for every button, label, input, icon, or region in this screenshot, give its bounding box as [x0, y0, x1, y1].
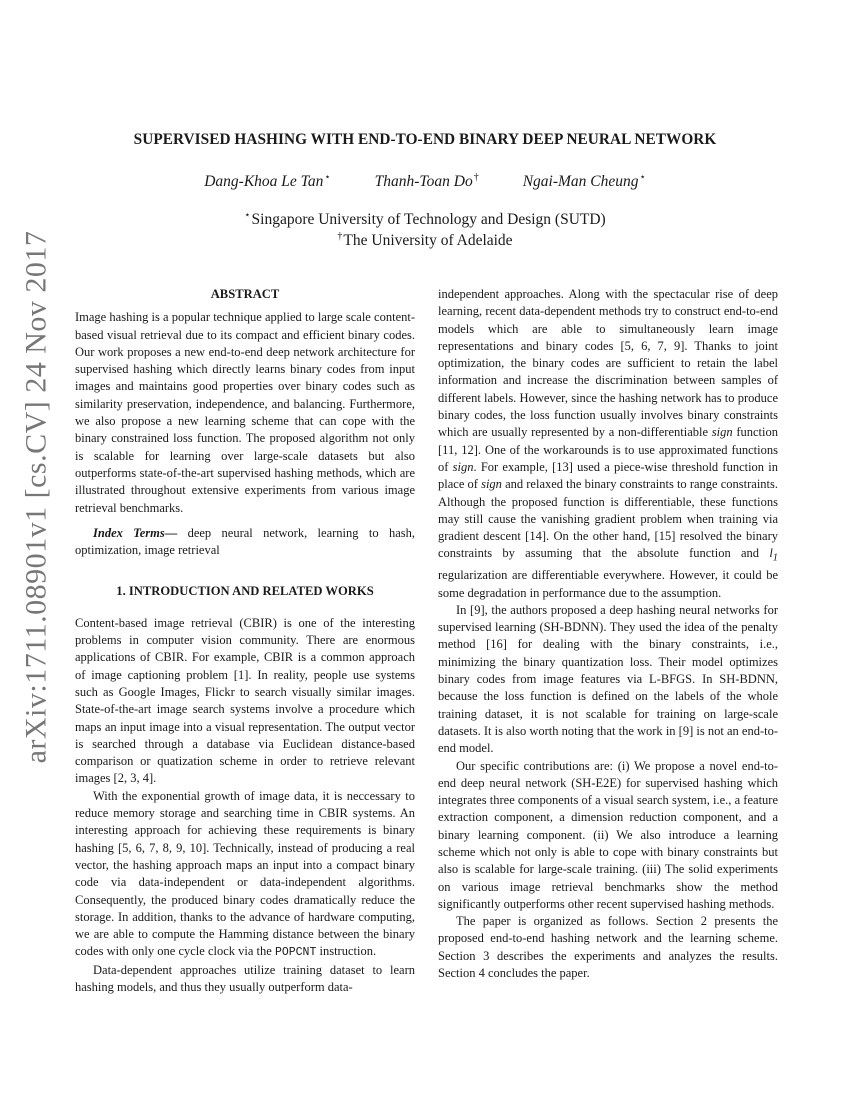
- paper-title: SUPERVISED HASHING WITH END-TO-END BINARY DEEP NEURAL NETWORK: [133, 131, 717, 148]
- intro-paragraph-2: [75, 788, 415, 962]
- right-p1-text-b: function [11, 12]. One of the workarounds is to use approximated functions of: [438, 425, 778, 474]
- intro-heading: 1. INTRODUCTION AND RELATED WORKS: [116, 584, 374, 599]
- author-1: [204, 172, 330, 191]
- l1-math: [769, 546, 778, 564]
- right-p1-text-a: independent approaches. Along with the spectacular rise of deep learning, recent data-dependent methods try to construct end-to-end models which are able to simultaneously learn image representations and binary codes [5, 6, 7, 9]. Thanks to joint optimization, the binary codes are sufficient to retain the label information and increase the discrimination between samples of different labels. However, since the hashing network has to produce binary codes, the loss function usually involves binary constraints which are usually represented by a non-differentiable: [438, 287, 778, 440]
- affiliation-1-text: Singapore University of Technology and Design (SUTD): [251, 211, 606, 228]
- author-3: [523, 172, 646, 191]
- right-column: [438, 286, 778, 982]
- index-terms: [75, 525, 415, 560]
- right-p1-text-d: and relaxed the binary constraints to range constraints. Although the proposed function is differentiable, these functions may still cause the vanishing gradient problem when training via gradient descent [14]. On the other hand, [15] resolved the binary constraints by assuming that the absolute function and: [438, 477, 779, 561]
- author-2: [375, 172, 479, 191]
- right-paragraph-4: The paper is organized as follows. Section 2 presents the proposed end-to-end hashing network and the learning scheme. Section 3 describes the experiments and analyzes the results. Section 4 concludes the paper.: [438, 914, 778, 981]
- author-1-mark: ⋆: [324, 172, 331, 183]
- author-3-name: Ngai-Man Cheung: [522, 173, 639, 190]
- affiliation-2-text: The University of Adelaide: [343, 232, 513, 249]
- intro-paragraph-2-text-a: With the exponential growth of image data, it is neccessary to reduce memory storage and searching time in CBIR systems. An interesting approach for achieving these requirements is binary hashing [5, 6, 7, 8, 9, 10]. Technically, instead of producing a real vector, the hashing approach maps an input into a compact binary code via data-independent or data-independent algorithms. Consequently, the produced binary codes dramatically reduce the storage. In addition, thanks to the advance of hardware computing, we are able to compute the Hamming distance between the binary codes with only one cycle clock via the: [75, 788, 415, 959]
- right-p1-text-c: . For example, [13] used a piece-wise threshold function in place of: [438, 459, 778, 492]
- affiliation-2: [75, 231, 775, 250]
- l1-subscript: 1: [772, 552, 778, 564]
- popcnt-code: POPCNT: [274, 946, 317, 960]
- index-terms-label: Index Terms—: [93, 525, 178, 540]
- right-paragraph-1: [438, 286, 778, 602]
- intro-paragraph-1: Content-based image retrieval (CBIR) is one of the interesting problems in computer vision community. There are enormous applications of CBIR. For example, CBIR is a common approach of image captioning problem [1]. In reality, people use systems such as Google Images, Flickr to search visually similar images. State-of-the-art image search systems involve a procedure which maps an input image into a visual representation. The output vector is searched through a database via Euclidean distance-based comparison or quatization scheme in order to retrieve relevant images [2, 3, 4].: [75, 615, 415, 786]
- author-3-mark: ⋆: [639, 172, 646, 183]
- right-paragraph-3: Our specific contributions are: (i) We propose a novel end-to-end deep neural network (SH-E2E) for supervised hashing which integrates three components of a visual search system, i.e., a feature extraction component, a dimension reduction component, and a binary learning component. (ii) We also introduce a learning scheme which not only is able to cope with binary constraints but also is scalable for large-scale training. (iii) The solid experiments on various image retrieval benchmarks show the method significantly outperforms other recent supervised hashing methods.: [438, 758, 778, 911]
- author-2-name: Thanh-Toan Do: [374, 173, 473, 190]
- sign-math-3: sign: [481, 477, 502, 492]
- affiliation-2-mark: †: [337, 231, 343, 242]
- right-p1-text-e: regularization are differentiable everywhere. However, it could be some degradation in performance due to the assumption.: [438, 568, 778, 600]
- author-1-name: Dang-Khoa Le Tan: [204, 173, 324, 190]
- arxiv-identifier: [6, 230, 66, 764]
- affiliation-1-mark: ⋆: [244, 210, 251, 221]
- left-column: [75, 286, 415, 996]
- l1-symbol: l: [769, 546, 773, 561]
- author-list: [75, 172, 775, 191]
- sign-math-2: sign: [452, 459, 474, 474]
- right-paragraph-2: In [9], the authors proposed a deep hashing neural networks for supervised learning (SH-BDNN). They used the idea of the penalty method [16] for dealing with the binary constraints, i.e., minimizing the binary quantization loss. Their model optimizes binary codes from image features via L-BFGS. In SH-BDNN, because the loss function is defined on the labels of the whole training dataset, it is not scalable for training on large-scale datasets. It is also worth noting that the work in [9] is not an end-to-end model.: [438, 602, 778, 756]
- index-terms-text: deep neural network, learning to hash, optimization, image retrieval: [75, 525, 415, 558]
- sign-math-1: sign: [711, 425, 733, 440]
- intro-paragraph-3: Data-dependent approaches utilize training dataset to learn hashing models, and thus they usually outperform data-: [75, 962, 415, 994]
- arxiv-identifier-text: arXiv:1711.08901v1 [cs.CV] 24 Nov 2017: [19, 230, 52, 764]
- affiliation-1: [75, 210, 775, 229]
- author-2-mark: †: [473, 172, 479, 183]
- intro-paragraph-2-text-b: instruction.: [316, 944, 377, 959]
- abstract-heading: ABSTRACT: [210, 287, 280, 301]
- abstract-text: Image hashing is a popular technique applied to large scale content-based visual retrieval due to its compact and efficient binary codes. Our work proposes a new end-to-end deep network architecture for supervised hashing which directly learns binary codes from input images and maintains good properties over binary codes such as similarity preservation, independence, and balancing. Furthermore, we also propose a new learning scheme that can cope with the binary constrained loss function. The proposed algorithm not only is scalable for learning over large-scale datasets but also outperforms state-of-the-art supervised hashing methods, which are illustrated throughout extensive experiments from various image retrieval benchmarks.: [75, 310, 415, 515]
